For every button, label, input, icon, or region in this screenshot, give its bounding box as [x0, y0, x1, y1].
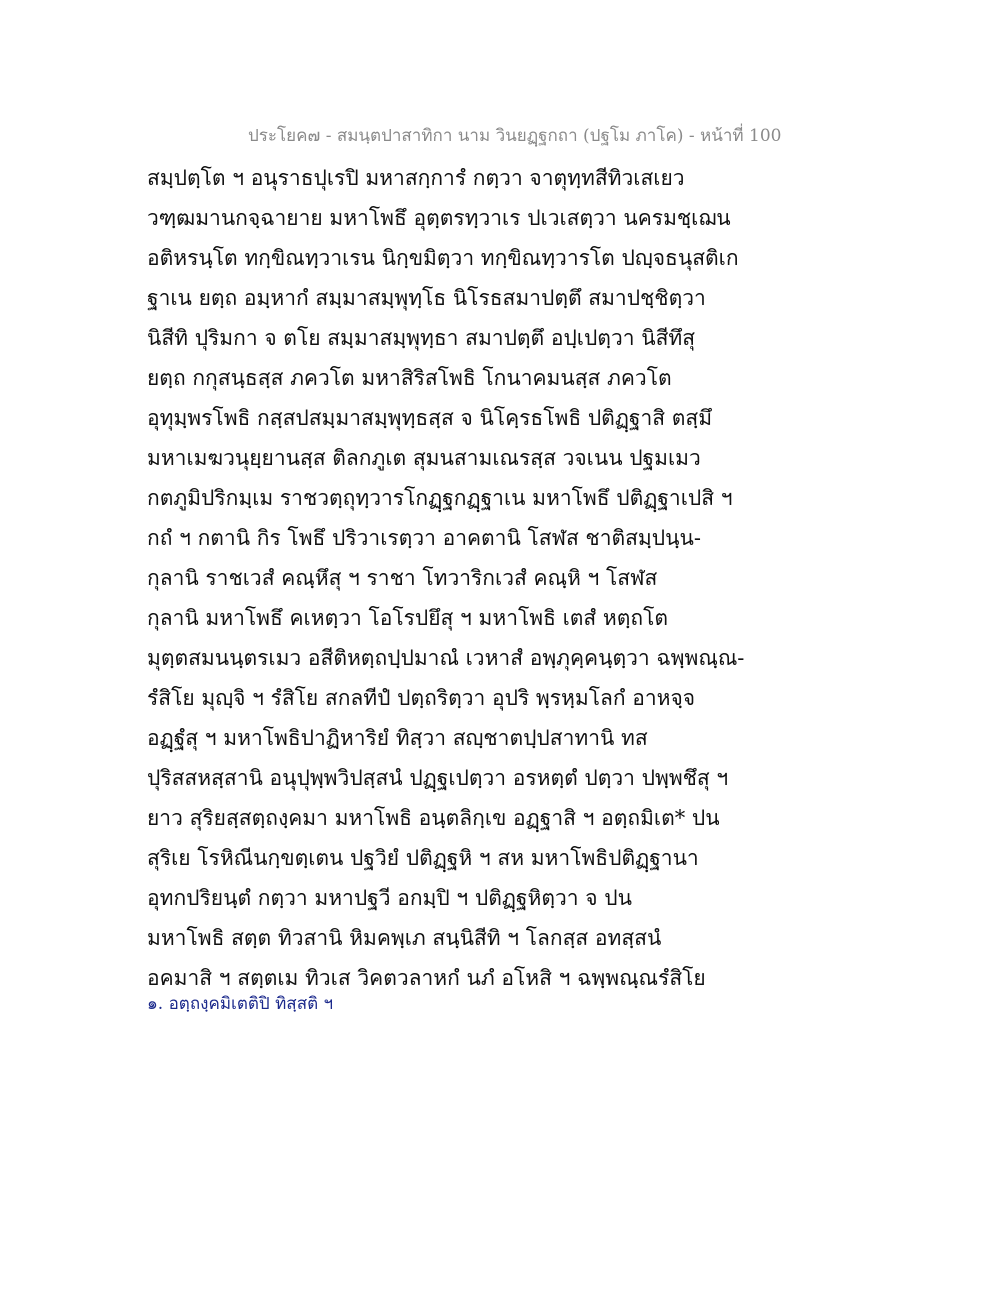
text-line: วฑฺฒมานกจฺฉายาย มหาโพธึ อุตฺตรทฺวาเร ปเวเสตฺวา นครมชฺเฌน	[147, 206, 731, 230]
text-line: อติหรนฺโต ทกฺขิณทฺวาเรน นิกฺขมิตฺวา ทกฺขิณทฺวารโต ปญฺจธนุสติเก	[147, 246, 739, 270]
text-line: อุทุมฺพรโพธิ กสฺสปสมฺมาสมฺพุทฺธสฺส จ นิโคฺรธโพธิ ปติฏฺฐาสิ ตสฺมึ	[147, 406, 713, 430]
text-line: สมฺปตฺโต ฯ อนุราธปุเรปิ มหาสกฺการํ กตฺวา จาตุทฺทสีทิวเสเยว	[147, 166, 685, 190]
text-line: อฏฺฐํสุ ฯ มหาโพธิปาฏิหาริยํ ทิสฺวา สญฺชาตปฺปสาทานิ ทส	[147, 726, 648, 750]
text-line: ยาว สุริยสฺสตฺถงฺคมา มหาโพธิ อนฺตลิกฺเข อฏฺฐาสิ ฯ อตฺถมิเต* ปน	[147, 806, 720, 830]
text-line: มุตฺตสมนนฺตรเมว อสีติหตฺถปฺปมาณํ เวหาสํ อพฺภุคฺคนฺตฺวา ฉพฺพณฺณ-	[147, 646, 745, 670]
text-line: ปุริสสหสฺสานิ อนุปุพฺพวิปสฺสนํ ปฏฺฐเปตฺวา อรหตฺตํ ปตฺวา ปพฺพชึสุ ฯ	[147, 766, 729, 790]
body-text	[147, 158, 867, 998]
text-line: อคมาสิ ฯ สตฺตเม ทิวเส วิคตวลาหกํ นภํ อโหสิ ฯ ฉพฺพณฺณรํสิโย	[147, 966, 706, 990]
text-line: ฐาเน ยตฺถ อมฺหากํ สมฺมาสมฺพุทฺโธ นิโรธสมาปตฺตึ สมาปชฺชิตฺวา	[147, 286, 706, 310]
text-line: ยตฺถ กกุสนฺธสฺส ภควโต มหาสิริสโพธิ โกนาคมนสฺส ภควโต	[147, 366, 672, 390]
text-line: กุลานิ มหาโพธึ คเหตฺวา โอโรปยึสุ ฯ มหาโพธิ เตสํ หตฺถโต	[147, 606, 669, 630]
text-line: มหาโพธิ สตฺต ทิวสานิ หิมคพฺเภ สนฺนิสีทิ ฯ โลกสฺส อทสฺสนํ	[147, 926, 662, 950]
text-line: รํสิโย มุญฺจิ ฯ รํสิโย สกลทีปํ ปตฺถริตฺวา อุปริ พฺรหฺมโลกํ อาหจฺจ	[147, 686, 696, 710]
text-line: มหาเมฆวนุยฺยานสฺส ติลกภูเต สุมนสามเณรสฺส วจเนน ปฐมเมว	[147, 446, 701, 470]
text-line: สุริเย โรหิณีนกฺขตฺเตน ปฐวิยํ ปติฏฺฐหิ ฯ สห มหาโพธิปติฏฺฐานา	[147, 846, 699, 870]
text-line: กุลานิ ราชเวสํ คณฺหึสุ ฯ ราชา โทวาริกเวสํ คณฺหิ ฯ โสฬส	[147, 566, 658, 590]
text-line: นิสีทิ ปุริมกา จ ตโย สมฺมาสมฺพุทฺธา สมาปตฺตึ อปฺเปตฺวา นิสีทึสุ	[147, 326, 696, 350]
text-line: อุทกปริยนฺตํ กตฺวา มหาปฐวี อกมฺปิ ฯ ปติฏฺฐหิตฺวา จ ปน	[147, 886, 632, 910]
footnote: ๑. อตฺถงฺคมิเตติปิ ทิสฺสติ ฯ	[147, 994, 334, 1014]
text-line: กถํ ฯ กตานิ กิร โพธึ ปริวาเรตฺวา อาคตานิ โสฬส ชาติสมฺปนฺน-	[147, 526, 701, 550]
running-header: ประโยค๗ - สมนฺตปาสาทิกา นาม วินยฏฺฐกถา (ปฐโม ภาโค) - หน้าที่ 100	[248, 126, 782, 146]
text-line: กตภูมิปริกมฺเม ราชวตฺถุทฺวารโกฏฺฐกฏฺฐาเน มหาโพธึ ปติฏฺฐาเปสิ ฯ	[147, 486, 733, 510]
